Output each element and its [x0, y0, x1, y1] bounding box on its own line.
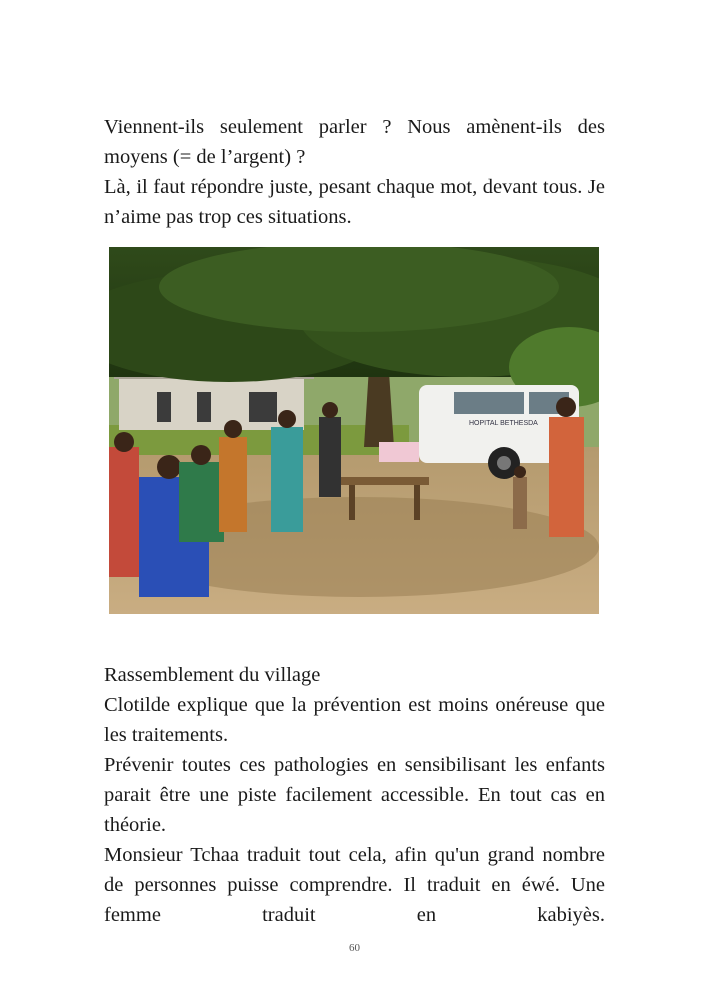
paragraph: Monsieur Tchaa traduit tout cela, afin qu'un grand nombre de personnes puisse comprendre. Il traduit en éwé. Une femme traduit en kabiyès.	[104, 844, 605, 926]
paragraph: Viennent-ils seulement parler ? Nous amènent-ils des moyens (= de l’argent) ?	[104, 116, 605, 168]
bottom-text-block	[104, 660, 605, 930]
photo-caption: Rassemblement du village	[104, 664, 321, 686]
vehicle-logo-text: HOPITAL BETHESDA	[469, 420, 538, 427]
paragraph: Prévenir toutes ces pathologies en sensibilisant les enfants parait être une piste facilement accessible. En tout cas en théorie.	[104, 754, 605, 836]
page-number: 60	[349, 942, 360, 954]
paragraph: Clotilde explique que la prévention est moins onéreuse que les traitements.	[104, 694, 605, 746]
village-gathering-photo	[109, 247, 599, 614]
top-text-block	[104, 112, 605, 232]
paragraph: Là, il faut répondre juste, pesant chaque mot, devant tous. Je n’aime pas trop ces situations.	[104, 176, 605, 228]
